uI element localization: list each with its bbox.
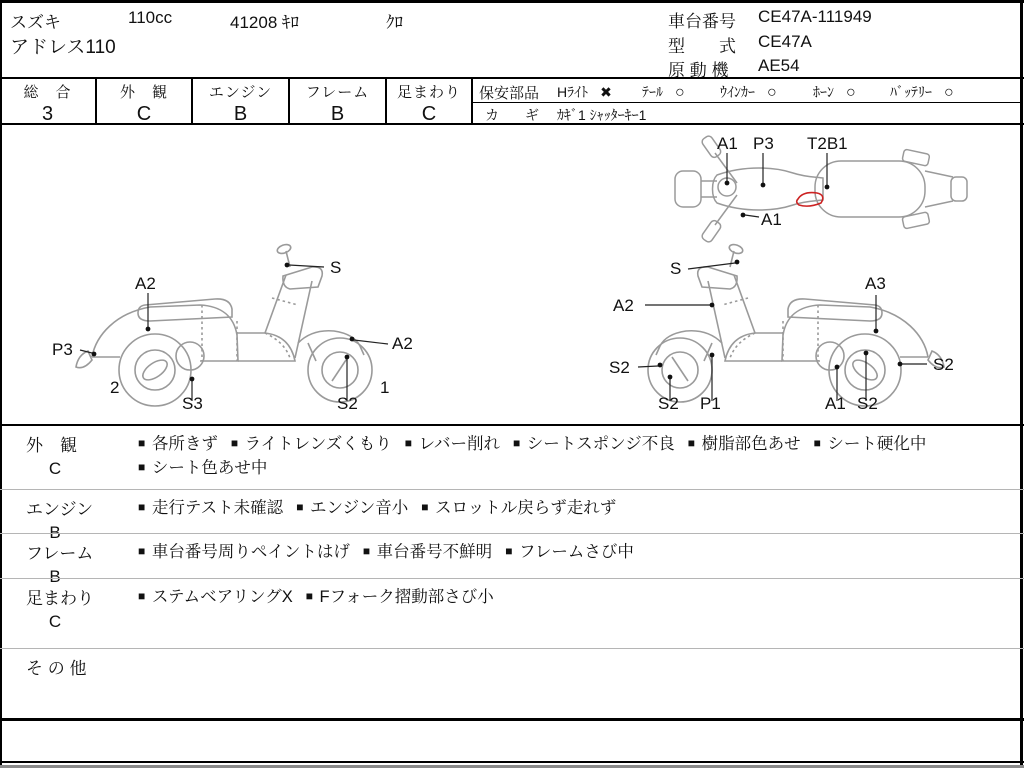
model-code-label: 型 式 <box>668 37 736 56</box>
top-border <box>0 0 1024 3</box>
comment-row-label: エンジン <box>26 500 94 519</box>
damage-label: A1 <box>825 394 846 413</box>
damage-label: A1 <box>761 210 782 229</box>
damage-label: S2 <box>658 394 679 413</box>
comment-items <box>138 432 990 480</box>
comment-row-label: 外 観 <box>26 436 77 455</box>
comment-item: ■ シート硬化中 <box>813 435 927 453</box>
chassis-number-label: 車台番号 <box>668 12 736 31</box>
comment-row-engine <box>0 489 1024 542</box>
comment-row-grade: C <box>48 459 62 478</box>
damage-label: S <box>670 259 682 278</box>
bullet-icon: ■ <box>138 544 146 558</box>
grade-exterior <box>97 79 193 125</box>
comment-items <box>138 585 990 609</box>
grade-frame <box>290 79 387 125</box>
scooter-side-art <box>76 243 372 406</box>
section-divider-thick <box>0 718 1024 721</box>
comment-row-grade: B <box>49 567 61 586</box>
scooter-left-side-diagram <box>565 243 1005 423</box>
comment-row-label: 足まわり <box>26 589 94 608</box>
chassis-number-value: CE47A-111949 <box>758 7 872 26</box>
comment-row-label: そ の 他 <box>26 659 87 678</box>
safety-item-name: ﾎｰﾝ <box>813 84 834 100</box>
comment-item: ■ シート色あせ中 <box>138 459 268 477</box>
safety-item-battery <box>890 82 954 102</box>
comment-item: ■ レバー削れ <box>404 435 500 453</box>
damage-label: P3 <box>52 340 73 359</box>
safety-parts-row <box>473 79 1020 103</box>
comment-row-exterior <box>0 424 1024 489</box>
model-code-value: CE47A <box>758 32 812 51</box>
bullet-icon: ■ <box>138 589 146 603</box>
damage-label: 1 <box>380 378 390 397</box>
bullet-icon: ■ <box>421 500 429 514</box>
damage-label: A2 <box>613 296 634 315</box>
grade-undercarriage <box>387 79 473 125</box>
circle-mark-icon: ○ <box>846 84 856 101</box>
comment-item: ■ スロットル戻らず走れず <box>421 499 617 517</box>
comment-item: ■ ライトレンズくもり <box>230 435 392 453</box>
damage-red-mark <box>797 193 823 207</box>
grade-engine-value: B <box>233 103 248 125</box>
circle-mark-icon: ○ <box>675 84 685 101</box>
comment-item: ■ 車台番号周りペイントはげ <box>138 543 350 561</box>
safety-item-name: Hﾗｲﾄ <box>557 84 589 100</box>
comment-row-frame <box>0 533 1024 586</box>
safety-item-name: ﾃｰﾙ <box>642 84 663 100</box>
damage-label: S2 <box>337 394 358 413</box>
damage-label: P1 <box>700 394 721 413</box>
grade-undercarriage-label: 足まわり <box>396 84 461 101</box>
scooter-right-side-diagram <box>50 243 490 423</box>
grade-engine <box>193 79 290 125</box>
comment-items <box>138 540 990 564</box>
damage-label: P3 <box>753 134 774 153</box>
safety-parts-section <box>473 79 1020 125</box>
bottom-border <box>0 761 1024 763</box>
damage-label: S2 <box>933 355 954 374</box>
damage-label: 2 <box>110 378 120 397</box>
safety-item-name: ﾊﾞｯﾃﾘｰ <box>890 84 932 100</box>
mileage: 41208 ｷﾛ <box>230 13 299 32</box>
comment-row-label-block <box>26 431 126 479</box>
grade-overall <box>0 79 97 125</box>
bullet-icon: ■ <box>138 436 146 450</box>
comment-row-undercarriage <box>0 578 1024 648</box>
safety-parts-title: 保安部品 <box>479 85 540 102</box>
circle-mark-icon: ○ <box>944 84 954 101</box>
maker-name: スズキ <box>10 13 61 32</box>
bullet-icon: ■ <box>687 436 695 450</box>
key-value: ｶｷﾞ1 ｼｬｯﾀｰｷｰ1 <box>557 107 647 123</box>
engine-code-label: 原 動 機 <box>668 61 729 80</box>
comment-item: ■ ステムベアリングX <box>138 588 293 606</box>
cross-mark-icon: ✖ <box>600 84 612 100</box>
comment-items <box>138 496 990 520</box>
damage-label: S2 <box>857 394 878 413</box>
safety-item-winker <box>720 82 777 102</box>
key-label: カ ギ <box>485 107 545 123</box>
displacement: 110cc <box>128 8 173 27</box>
comment-item: ■ フレームさび中 <box>505 543 634 561</box>
grade-undercarriage-value: C <box>421 103 437 125</box>
grade-exterior-value: C <box>136 103 152 125</box>
safety-item-headlight <box>557 82 612 102</box>
bullet-icon: ■ <box>512 436 521 450</box>
comment-row-other <box>0 648 1024 718</box>
comment-row-grade: C <box>48 612 62 631</box>
safety-item-horn <box>813 82 856 102</box>
scooter-side-art-mirrored <box>648 243 944 406</box>
damage-label: A3 <box>865 274 886 293</box>
scooter-top-view-diagram <box>665 133 995 248</box>
damage-label: S3 <box>182 394 203 413</box>
comment-item: ■ 車台番号不鮮明 <box>362 543 493 561</box>
comment-item: ■ 走行テスト未確認 <box>138 499 284 517</box>
bullet-icon: ■ <box>138 460 146 474</box>
bullet-icon: ■ <box>505 544 513 558</box>
bullet-icon: ■ <box>813 436 821 450</box>
circle-mark-icon: ○ <box>767 84 777 101</box>
comment-item: ■ Fフォーク摺動部さび小 <box>305 588 494 606</box>
damage-label: S <box>330 258 342 277</box>
damage-label: A2 <box>392 334 413 353</box>
bullet-icon: ■ <box>138 500 146 514</box>
grade-exterior-label: 外 観 <box>119 84 168 101</box>
top-view-leader-lines <box>725 153 830 217</box>
comment-row-grade: B <box>49 523 61 542</box>
comment-item: ■ エンジン音小 <box>296 499 409 517</box>
grade-overall-label: 総 合 <box>23 84 72 101</box>
grade-band <box>0 77 1024 125</box>
safety-item-tail <box>642 82 685 102</box>
key-row <box>473 103 1020 125</box>
grade-frame-label: フレーム <box>305 84 370 101</box>
comment-item: ■ 樹脂部色あせ <box>687 435 801 453</box>
bullet-icon: ■ <box>362 544 371 558</box>
grade-engine-label: エンジン <box>208 84 273 101</box>
comment-item: ■ 各所きず <box>138 435 218 453</box>
comment-row-label-block <box>26 584 126 632</box>
damage-label: T2B1 <box>807 134 848 153</box>
damage-label: A2 <box>135 274 156 293</box>
comment-item: ■ シートスポンジ不良 <box>512 435 675 453</box>
bullet-icon: ■ <box>230 436 239 450</box>
bullet-icon: ■ <box>404 436 413 450</box>
damage-label: A1 <box>717 134 738 153</box>
bullet-icon: ■ <box>305 589 313 603</box>
damage-label: S2 <box>609 358 630 377</box>
body-color: ｸﾛ <box>386 13 403 32</box>
engine-code-value: AE54 <box>758 56 800 75</box>
safety-item-name: ｳｲﾝｶｰ <box>720 84 755 100</box>
right-side-leader-lines <box>80 263 388 401</box>
bullet-icon: ■ <box>296 500 304 514</box>
grade-frame-value: B <box>330 103 345 125</box>
comment-row-label-block <box>26 654 126 682</box>
grade-overall-value: 3 <box>41 103 54 125</box>
model-name: アドレス110 <box>10 37 116 58</box>
comment-row-label: フレーム <box>26 544 94 563</box>
